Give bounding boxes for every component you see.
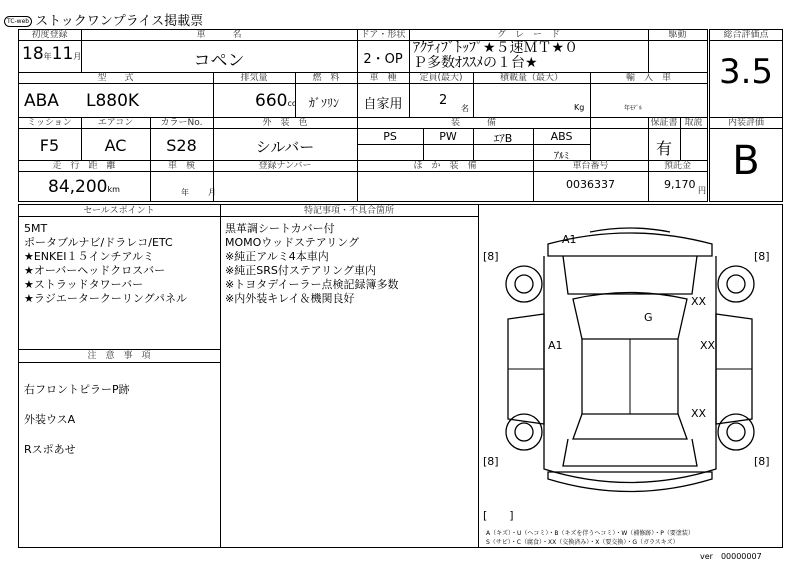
- vehicle-use-value: 自家用: [363, 97, 403, 112]
- legend-line-1: A（キズ）・U（ヘコミ）・B（キズを伴うヘコミ）・W（補修跡）・P（要塗装）: [486, 530, 694, 537]
- grade-value: ｱｸﾃｨﾌﾞﾄｯﾌﾟ★５速ＭＴ★０ Ｐ多数ｵｽｽﾒの１台★: [413, 40, 579, 71]
- list-item: ★オーバーヘッドクロスバー: [24, 264, 166, 277]
- tc-web-logo: TC-web: [4, 16, 32, 27]
- aircon-value: AC: [104, 136, 127, 155]
- label-fuel: 燃 料: [312, 73, 340, 83]
- label-plate: 登録ナンバー: [258, 161, 312, 171]
- mark-windshield: G: [644, 311, 653, 324]
- load-unit: Kg: [574, 103, 585, 112]
- inspection-year-unit: 年: [181, 188, 189, 197]
- chassis-no-value: 0036337: [566, 178, 615, 191]
- label-aircon: エアコン: [97, 118, 134, 128]
- mark-right-door: XX: [700, 339, 716, 352]
- equip-aircon-b: ｴｱB: [493, 132, 513, 145]
- label-import: 輸 入 車: [625, 73, 671, 83]
- list-item: ※純正アルミ4本車内: [225, 250, 329, 263]
- list-item: ※純正SRS付ステアリング車内: [225, 264, 376, 277]
- mileage-value: 84,200km: [48, 177, 120, 197]
- mark-right-front-fender: XX: [691, 295, 707, 308]
- tire-front-left-label: [8]: [483, 250, 499, 263]
- label-overall-score: 総合評価点: [723, 30, 769, 40]
- version-label: ver 00000007: [700, 552, 762, 561]
- equip-alumi: ｱﾙﾐ: [554, 151, 569, 162]
- page-title: ストックワンプライス掲載票: [35, 14, 204, 29]
- model-prefix-value: ABA: [24, 91, 59, 111]
- inspection-month-unit: 月: [208, 188, 216, 197]
- legend-line-2: S（サビ）・C（腐食）・XX（交換済み）・X（要交換）・G（ガラスキズ）: [486, 539, 679, 546]
- label-vehicle-use: 車 種: [369, 73, 397, 83]
- interior-score-value: B: [732, 138, 760, 184]
- label-color-no: カラーNo.: [160, 118, 203, 128]
- list-item: 外装ウスA: [24, 413, 76, 426]
- model-code-value: L880K: [86, 91, 140, 111]
- exterior-color-value: シルバー: [255, 138, 315, 156]
- mark-left-door: A1: [548, 339, 563, 352]
- list-item: MOMOウッドステアリング: [225, 236, 360, 249]
- label-interior-score: 内装評価: [727, 118, 764, 128]
- label-mileage: 走 行 距 離: [52, 161, 116, 171]
- door-shape-value: 2・OP: [363, 52, 403, 67]
- list-item: ポータブルナビ/ドラレコ/ETC: [24, 236, 173, 249]
- list-item: 黒革調シートカバー付: [225, 222, 335, 235]
- special-notes-list: [225, 222, 398, 306]
- cautions-list: [24, 375, 130, 465]
- spare-bracket: [ ]: [483, 509, 514, 522]
- label-first-reg: 初度登録: [31, 30, 68, 40]
- mark-front-bumper: A1: [562, 233, 577, 246]
- label-model: 型 式: [97, 73, 134, 83]
- list-item: ※トヨタデイーラー点検記録簿多数: [225, 278, 399, 291]
- equip-ps: PS: [383, 130, 397, 143]
- tire-front-right-label: [8]: [754, 250, 770, 263]
- list-item: 右フロントピラーP跡: [24, 383, 130, 396]
- label-equipment: 装 備: [450, 118, 496, 128]
- car-name-value: コペン: [193, 51, 245, 71]
- color-no-value: S28: [166, 136, 197, 155]
- label-deposit: 預託金: [663, 161, 691, 171]
- label-load: 積載量（最大）: [499, 73, 563, 83]
- capacity-unit: 名: [461, 104, 469, 113]
- warranty-value: 有: [655, 139, 672, 158]
- deposit-unit: 円: [698, 186, 706, 195]
- deposit-value: 9,170: [664, 178, 696, 191]
- label-drive: 駆動: [668, 30, 687, 40]
- label-door-shape: ドア・形状: [360, 30, 406, 40]
- label-car-name: 車 名: [196, 30, 242, 40]
- label-displacement: 排気量: [240, 73, 268, 83]
- list-item: Rスポあせ: [24, 443, 76, 456]
- label-cautions: 注 意 事 項: [87, 351, 151, 361]
- label-mission: ミッション: [27, 118, 72, 128]
- label-warranty: 保証書: [650, 118, 678, 128]
- capacity-value: 2: [439, 93, 448, 108]
- tire-rear-left-label: [8]: [483, 455, 499, 468]
- label-manual: 取説: [684, 118, 703, 128]
- car-diagram: [478, 204, 782, 547]
- tire-rear-right-label: [8]: [754, 455, 770, 468]
- label-sales-points: セールスポイント: [83, 206, 155, 216]
- label-chassis-no: 車台番号: [572, 161, 609, 171]
- list-item: 5MT: [24, 222, 48, 235]
- mark-right-rear-fender: XX: [691, 407, 707, 420]
- mission-value: F5: [39, 136, 60, 155]
- label-exterior-color: 外 装 色: [262, 118, 308, 128]
- sales-points-list: [24, 222, 187, 306]
- label-other-equipment: ほ か 装 備: [413, 161, 477, 171]
- label-grade: グ レ ー ド: [496, 30, 560, 40]
- list-item: ★ラジエータークーリングパネル: [24, 292, 187, 305]
- displacement-value: 660cc: [255, 91, 297, 111]
- list-item: ※内外装キレイ＆機関良好: [225, 292, 355, 305]
- label-special-notes: 特記事項・不具合箇所: [303, 206, 394, 216]
- list-item: ★ENKEI１５インチアルミ: [24, 250, 155, 263]
- label-inspection: 車 検: [167, 161, 195, 171]
- list-item: ★ストラッドタワーバー: [24, 278, 144, 291]
- label-capacity: 定員(最大): [419, 73, 463, 83]
- equip-abs: ABS: [550, 130, 573, 143]
- overall-score-value: 3.5: [718, 52, 774, 92]
- import-year-unit: 年ﾓﾃﾞﾙ: [624, 105, 643, 112]
- fuel-value: ｶﾞｿﾘﾝ: [309, 96, 340, 110]
- equip-pw: PW: [439, 130, 457, 143]
- first-reg-value: 18年11月: [22, 44, 82, 64]
